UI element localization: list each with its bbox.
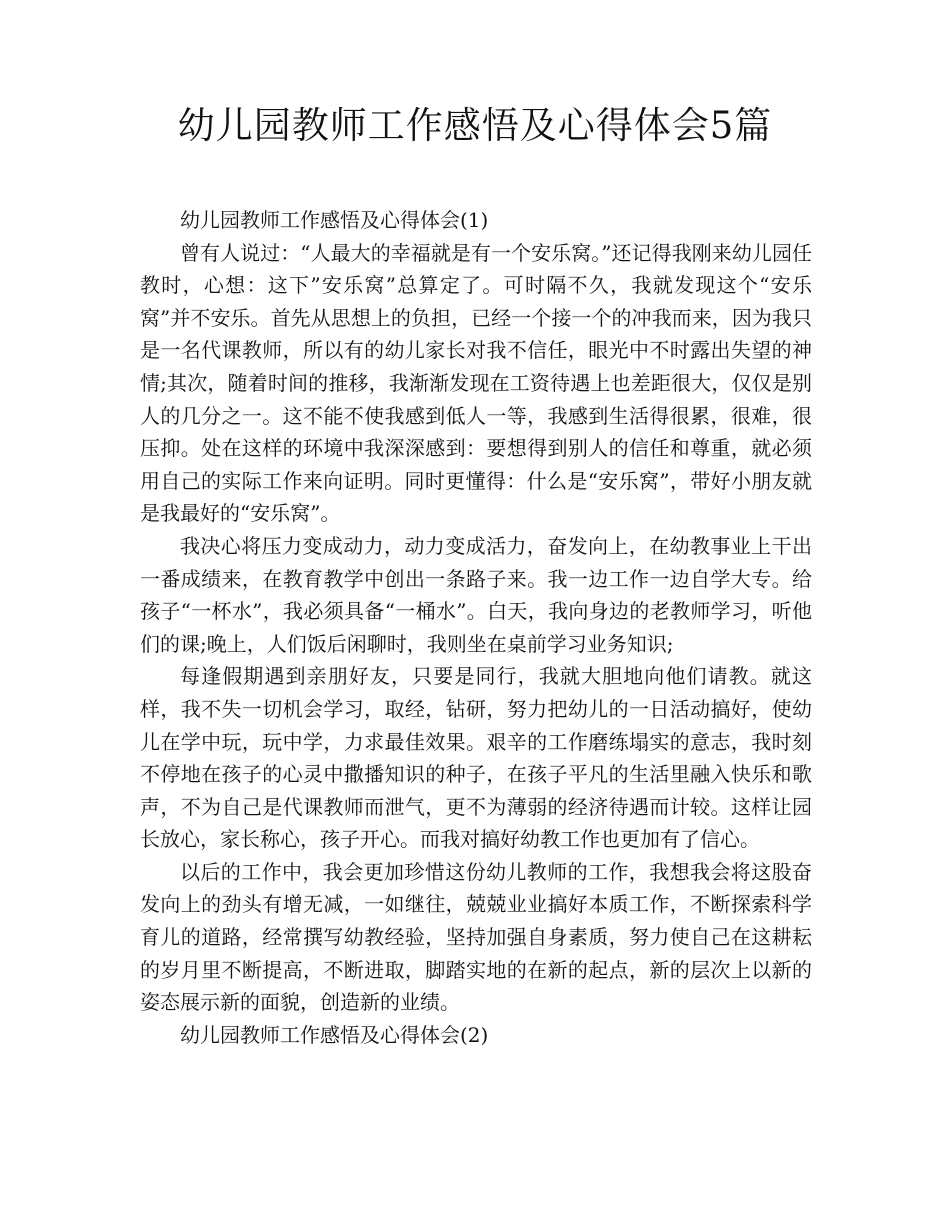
document-title: 幼儿园教师工作感悟及心得体会5篇 xyxy=(177,104,773,147)
paragraph-3: 每逢假期遇到亲朋好友，只要是同行，我就大胆地向他们请教。就这样，我不失一切机会学习，取经，钻研，努力把幼儿的一日活动搞好，使幼儿在学中玩，玩中学，力求最佳效果。艰辛的工作磨练塌实的意志，我时刻不停地在孩子的心灵中撒播知识的种子，在孩子平凡的生活里融入快乐和歌声，不为自己是代课教师而泄气，更不为薄弱的经济待遇而计较。这样让园长放心，家长称心，孩子开心。而我对搞好幼教工作也更加有了信心。 xyxy=(140,664,812,852)
document-body xyxy=(140,204,812,1051)
paragraph-1: 曾有人说过：“人最大的幸福就是有一个安乐窝。”还记得我刚来幼儿园任教时，心想：这下”安乐窝”总算定了。可时隔不久，我就发现这个“安乐窝”并不安乐。首先从思想上的负担，已经一个接一个的冲我而来，因为我只是一名代课教师，所以有的幼儿家长对我不信任，眼光中不时露出失望的神情;其次，随着时间的推移，我渐渐发现在工资待遇上也差距很大，仅仅是别人的几分之一。这不能不使我感到低人一等，我感到生活得很累，很难，很压抑。处在这样的环境中我深深感到：要想得到别人的信任和尊重，就必须用自己的实际工作来向证明。同时更懂得：什么是“安乐窝”，带好小朋友就是我最好的“安乐窝”。 xyxy=(140,240,812,526)
section-heading-1: 幼儿园教师工作感悟及心得体会(1) xyxy=(180,208,489,232)
section-heading-2: 幼儿园教师工作感悟及心得体会(2) xyxy=(180,1022,489,1047)
paragraph-2: 我决心将压力变成动力，动力变成活力，奋发向上，在幼教事业上干出一番成绩来，在教育教学中创出一条路子来。我一边工作一边自学大专。给孩子“一杯水”，我必须具备“一桶水”。白天，我向身边的老教师学习，听他们的课;晚上，人们饭后闲聊时，我则坐在桌前学习业务知识; xyxy=(140,533,812,656)
paragraph-4: 以后的工作中，我会更加珍惜这份幼儿教师的工作，我想我会将这股奋发向上的劲头有增无减，一如继往，兢兢业业搞好本质工作，不断探索科学育儿的道路，经常撰写幼教经验，坚持加强自身素质，努力使自己在这耕耘的岁月里不断提高，不断进取，脚踏实地的在新的起点，新的层次上以新的姿态展示新的面貌，创造新的业绩。 xyxy=(140,859,812,1015)
